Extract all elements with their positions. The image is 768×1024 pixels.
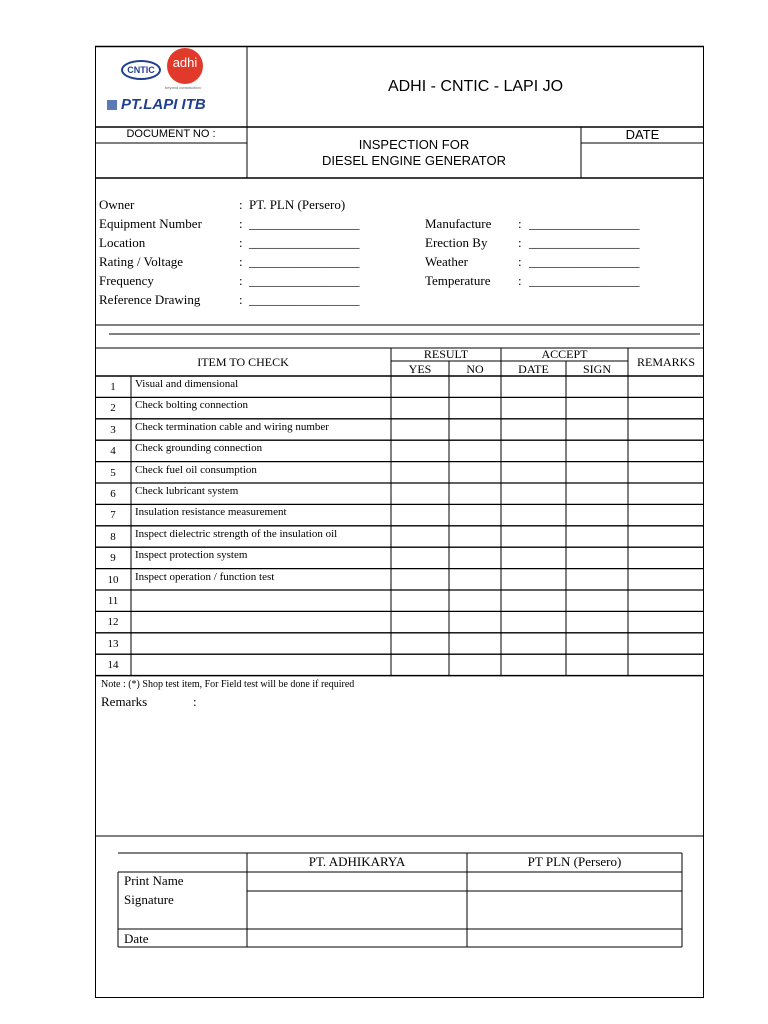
- reference-drawing-field[interactable]: _________________: [249, 292, 360, 307]
- no-cell[interactable]: [450, 420, 500, 439]
- sign-cell[interactable]: [567, 505, 627, 524]
- sign-cell[interactable]: [567, 377, 627, 396]
- row-number: 3: [110, 423, 116, 436]
- row-number: 5: [110, 466, 116, 479]
- accept-date-cell[interactable]: [502, 505, 565, 524]
- accept-date-cell[interactable]: [502, 634, 565, 653]
- pln-print-name-field[interactable]: [467, 873, 682, 890]
- remarks-cell[interactable]: [629, 591, 703, 610]
- row-number: 9: [110, 552, 116, 565]
- yes-cell[interactable]: [392, 634, 448, 653]
- weather-label: Weather: [425, 254, 468, 269]
- sign-cell[interactable]: [567, 655, 627, 674]
- no-cell[interactable]: [450, 548, 500, 567]
- remarks-cell[interactable]: [629, 484, 703, 503]
- no-cell[interactable]: [450, 398, 500, 417]
- no-cell[interactable]: [450, 377, 500, 396]
- check-item-label: Visual and dimensional: [135, 378, 239, 390]
- weather-colon: :: [518, 254, 522, 269]
- row-number: 7: [110, 509, 116, 522]
- location-label: Location: [99, 235, 146, 250]
- adhi-tagline: beyond construction: [165, 85, 201, 90]
- accept-date-cell[interactable]: [502, 484, 565, 503]
- yes-cell[interactable]: [392, 527, 448, 546]
- remarks-cell[interactable]: [629, 505, 703, 524]
- manufacture-colon: :: [518, 216, 522, 231]
- yes-header: YES: [408, 362, 432, 376]
- equipment-number-label: Equipment Number: [99, 216, 202, 231]
- no-cell[interactable]: [450, 505, 500, 524]
- accept-header: ACCEPT: [541, 347, 588, 361]
- temperature-colon: :: [518, 273, 522, 288]
- remarks-label: Remarks: [101, 694, 148, 709]
- result-header: RESULT: [423, 347, 469, 361]
- no-header: NO: [466, 362, 484, 376]
- no-cell[interactable]: [450, 463, 500, 482]
- adhikarya-print-name-field[interactable]: [247, 873, 467, 890]
- remarks-cell[interactable]: [629, 570, 703, 589]
- owner-label: Owner: [99, 197, 135, 212]
- sign-cell[interactable]: [567, 463, 627, 482]
- owner-colon: :: [239, 197, 243, 212]
- inspection-line1: INSPECTION FOR: [358, 137, 470, 152]
- yes-cell[interactable]: [392, 420, 448, 439]
- weather-field[interactable]: _________________: [529, 254, 640, 269]
- remarks-cell[interactable]: [629, 463, 703, 482]
- check-item-label: Inspect operation / function test: [135, 570, 275, 583]
- date-label: DATE: [625, 127, 660, 142]
- owner-value: PT. PLN (Persero): [249, 197, 346, 212]
- check-item-label: Check lubricant system: [135, 485, 239, 497]
- row-number: 11: [107, 595, 119, 607]
- yes-cell[interactable]: [392, 377, 448, 396]
- sign-cell[interactable]: [567, 612, 627, 631]
- no-cell[interactable]: [450, 527, 500, 546]
- frequency-colon: :: [239, 273, 243, 288]
- remarks-cell[interactable]: [629, 377, 703, 396]
- accept-date-header: DATE: [518, 362, 549, 376]
- date-field[interactable]: [583, 146, 702, 176]
- check-item-label: Check fuel oil consumption: [135, 463, 257, 476]
- remarks-colon: :: [193, 694, 197, 709]
- row-number: 4: [110, 445, 116, 458]
- pln-signature-field[interactable]: [467, 891, 682, 929]
- temperature-label: Temperature: [425, 273, 491, 288]
- accept-date-cell[interactable]: [502, 612, 565, 631]
- accept-date-cell[interactable]: [502, 420, 565, 439]
- sign-cell[interactable]: [567, 527, 627, 546]
- frequency-label: Frequency: [99, 273, 154, 288]
- print-name-label: Print Name: [124, 873, 184, 888]
- check-item-label: Check grounding connection: [135, 442, 263, 455]
- note-text: Note : (*) Shop test item, For Field test will be done if required: [101, 679, 355, 690]
- accept-date-cell[interactable]: [502, 548, 565, 567]
- lapi-mark-icon: [107, 100, 117, 110]
- location-field[interactable]: _________________: [249, 235, 360, 250]
- adhikarya-date-field[interactable]: [247, 930, 467, 947]
- party-pln: PT PLN (Persero): [527, 854, 622, 869]
- lapi-logo-text: PT.LAPI ITB: [121, 96, 206, 113]
- yes-cell[interactable]: [392, 655, 448, 674]
- yes-cell[interactable]: [392, 505, 448, 524]
- yes-cell[interactable]: [392, 463, 448, 482]
- sign-cell[interactable]: [567, 634, 627, 653]
- yes-cell[interactable]: [392, 441, 448, 460]
- manufacture-label: Manufacture: [425, 216, 492, 231]
- inspection-form: [95, 46, 704, 998]
- equipment-number-colon: :: [239, 216, 243, 231]
- accept-date-cell[interactable]: [502, 591, 565, 610]
- rating-voltage-label: Rating / Voltage: [99, 254, 184, 269]
- remarks-header: REMARKS: [636, 355, 695, 369]
- adhikarya-signature-field[interactable]: [247, 891, 467, 929]
- remarks-cell[interactable]: [629, 634, 703, 653]
- document-no-label: DOCUMENT NO :: [126, 128, 216, 140]
- item-to-check-header: ITEM TO CHECK: [197, 355, 289, 369]
- row-number: 10: [107, 573, 119, 586]
- adhi-logo: adhi: [167, 48, 203, 84]
- yes-cell[interactable]: [392, 591, 448, 610]
- sign-cell[interactable]: [567, 484, 627, 503]
- row-number: 6: [110, 488, 116, 500]
- check-item-label: Inspect protection system: [135, 549, 248, 562]
- erection-by-field[interactable]: _________________: [529, 235, 640, 250]
- check-item-label: Check termination cable and wiring number: [135, 420, 329, 433]
- form-title: ADHI - CNTIC - LAPI JO: [387, 78, 564, 95]
- no-cell[interactable]: [450, 612, 500, 631]
- yes-cell[interactable]: [392, 570, 448, 589]
- accept-date-cell[interactable]: [502, 570, 565, 589]
- accept-date-cell[interactable]: [502, 441, 565, 460]
- no-cell[interactable]: [450, 570, 500, 589]
- signature-label: Signature: [124, 892, 174, 907]
- no-cell[interactable]: [450, 634, 500, 653]
- sign-cell[interactable]: [567, 548, 627, 567]
- manufacture-field[interactable]: _________________: [529, 216, 640, 231]
- yes-cell[interactable]: [392, 612, 448, 631]
- document-no-field[interactable]: [97, 148, 245, 176]
- frequency-field[interactable]: _________________: [249, 273, 360, 288]
- no-cell[interactable]: [450, 591, 500, 610]
- remarks-cell[interactable]: [629, 612, 703, 631]
- remarks-cell[interactable]: [629, 527, 703, 546]
- remarks-cell[interactable]: [629, 420, 703, 439]
- yes-cell[interactable]: [392, 548, 448, 567]
- sign-cell[interactable]: [567, 570, 627, 589]
- cntic-logo: CNTIC: [121, 60, 161, 80]
- check-item-label: Insulation resistance measurement: [135, 506, 287, 519]
- row-number: 8: [110, 530, 116, 543]
- row-number: 12: [107, 616, 119, 629]
- erection-by-colon: :: [518, 235, 522, 250]
- accept-date-cell[interactable]: [502, 527, 565, 546]
- remarks-field[interactable]: [205, 694, 695, 834]
- check-item-label: Check bolting connection: [135, 399, 249, 412]
- party-adhikarya: PT. ADHIKARYA: [308, 854, 406, 869]
- remarks-cell[interactable]: [629, 398, 703, 417]
- remarks-cell[interactable]: [629, 441, 703, 460]
- sign-cell[interactable]: [567, 591, 627, 610]
- accept-date-cell[interactable]: [502, 398, 565, 417]
- no-cell[interactable]: [450, 441, 500, 460]
- pln-date-field[interactable]: [467, 930, 682, 947]
- rating-voltage-field[interactable]: _________________: [249, 254, 360, 269]
- rating-voltage-colon: :: [239, 254, 243, 269]
- check-item-label: Inspect dielectric strength of the insulation oil: [135, 527, 338, 540]
- reference-drawing-colon: :: [239, 292, 243, 307]
- sign-cell[interactable]: [567, 398, 627, 417]
- accept-date-cell[interactable]: [502, 377, 565, 396]
- temperature-field[interactable]: _________________: [529, 273, 640, 288]
- row-number: 13: [107, 637, 119, 650]
- sign-cell[interactable]: [567, 420, 627, 439]
- accept-date-cell[interactable]: [502, 655, 565, 674]
- equipment-number-field[interactable]: _________________: [249, 216, 360, 231]
- yes-cell[interactable]: [392, 398, 448, 417]
- row-number: 2: [110, 402, 116, 415]
- row-number: 1: [110, 381, 116, 393]
- inspection-line2: DIESEL ENGINE GENERATOR: [322, 153, 506, 168]
- accept-date-cell[interactable]: [502, 463, 565, 482]
- no-cell[interactable]: [450, 655, 500, 674]
- reference-drawing-label: Reference Drawing: [99, 292, 201, 307]
- location-colon: :: [239, 235, 243, 250]
- yes-cell[interactable]: [392, 484, 448, 503]
- remarks-cell[interactable]: [629, 548, 703, 567]
- sign-cell[interactable]: [567, 441, 627, 460]
- date-row-label: Date: [124, 931, 149, 946]
- sign-header: SIGN: [582, 362, 611, 376]
- remarks-cell[interactable]: [629, 655, 703, 674]
- erection-by-label: Erection By: [425, 235, 488, 250]
- no-cell[interactable]: [450, 484, 500, 503]
- row-number: 14: [107, 659, 119, 672]
